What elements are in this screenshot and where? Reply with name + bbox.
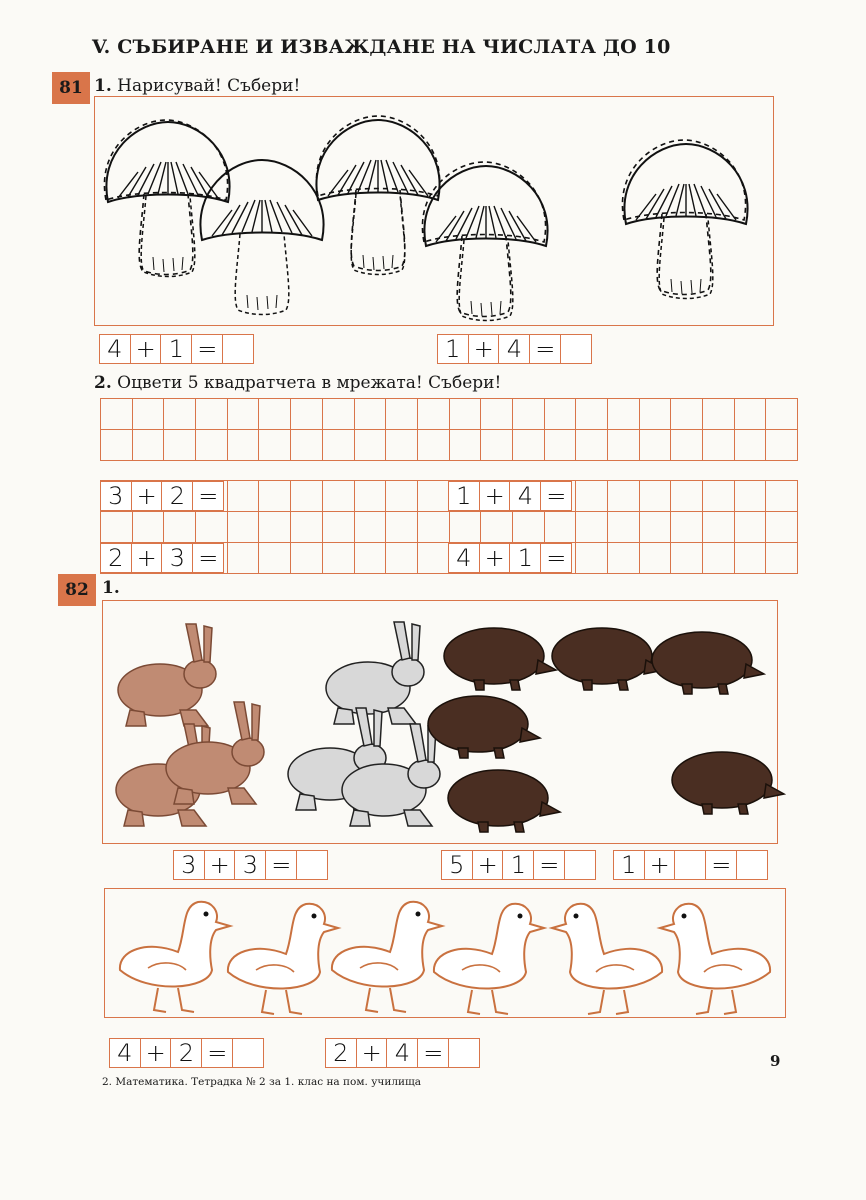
eq-cell: + xyxy=(644,850,676,880)
eq-cell: 2 xyxy=(170,1038,202,1068)
eq-cell: 1 xyxy=(509,543,541,573)
eq-cell: 3 xyxy=(234,850,266,880)
eq-cell: + xyxy=(204,850,236,880)
eq-cell: = xyxy=(265,850,297,880)
eq-cell: 4 xyxy=(99,334,131,364)
task-text: Нарисувай! Събери! xyxy=(117,76,301,96)
eq-cell: + xyxy=(468,334,500,364)
eq-cell: + xyxy=(356,1038,388,1068)
eq-cell: + xyxy=(479,543,511,573)
eq-cell: 1 xyxy=(613,850,645,880)
page-title: V. СЪБИРАНЕ И ИЗВАЖДАНЕ НА ЧИСЛАТА ДО 10 xyxy=(92,36,671,58)
eq-cell: + xyxy=(472,850,504,880)
page-number: 9 xyxy=(770,1052,781,1070)
task-number: 1. xyxy=(94,76,112,96)
footer-text: 2. Математика. Тетрадка № 2 за 1. клас на пом. училища xyxy=(102,1076,422,1088)
exercise-badge-81: 81 xyxy=(52,72,90,104)
task-text: Оцвети 5 квадратчета в мрежата! Събери! xyxy=(117,373,502,393)
eq-cell: + xyxy=(140,1038,172,1068)
eq-cell: = xyxy=(191,334,223,364)
exercise-badge-82: 82 xyxy=(58,574,96,606)
eq-cell: 4 xyxy=(386,1038,418,1068)
eq-cell: 2 xyxy=(325,1038,357,1068)
eq-cell: = xyxy=(192,543,224,573)
task-number: 2. xyxy=(94,373,112,393)
eq-cell: 2 xyxy=(161,481,193,511)
eq-cell: 4 xyxy=(509,481,541,511)
eq-cell: = xyxy=(540,543,572,573)
eq-cell: + xyxy=(131,543,163,573)
eq-cell: 4 xyxy=(109,1038,141,1068)
eq-cell: 1 xyxy=(160,334,192,364)
eq-cell: = xyxy=(540,481,572,511)
eq-cell: 3 xyxy=(173,850,205,880)
eq-cell: = xyxy=(417,1038,449,1068)
eq-cell: + xyxy=(479,481,511,511)
eq-cell: 4 xyxy=(498,334,530,364)
eq-cell: 3 xyxy=(161,543,193,573)
eq-cell: 1 xyxy=(502,850,534,880)
eq-cell: = xyxy=(192,481,224,511)
eq-cell: 2 xyxy=(100,543,132,573)
eq-cell: = xyxy=(533,850,565,880)
eq-answer-cell[interactable] xyxy=(448,1038,480,1068)
eq-cell: + xyxy=(131,481,163,511)
eq-cell: = xyxy=(201,1038,233,1068)
eq-cell: 1 xyxy=(437,334,469,364)
eq-cell: + xyxy=(130,334,162,364)
eq-cell: 5 xyxy=(441,850,473,880)
eq-answer-cell[interactable] xyxy=(232,1038,264,1068)
task-number: 1. xyxy=(102,578,120,598)
eq-cell: = xyxy=(529,334,561,364)
eq-cell: 1 xyxy=(448,481,480,511)
equation-82-e xyxy=(326,1038,480,1068)
eq-cell: 3 xyxy=(100,481,132,511)
eq-cell: 4 xyxy=(448,543,480,573)
equation-82-d xyxy=(110,1038,264,1068)
eq-cell: = xyxy=(705,850,737,880)
